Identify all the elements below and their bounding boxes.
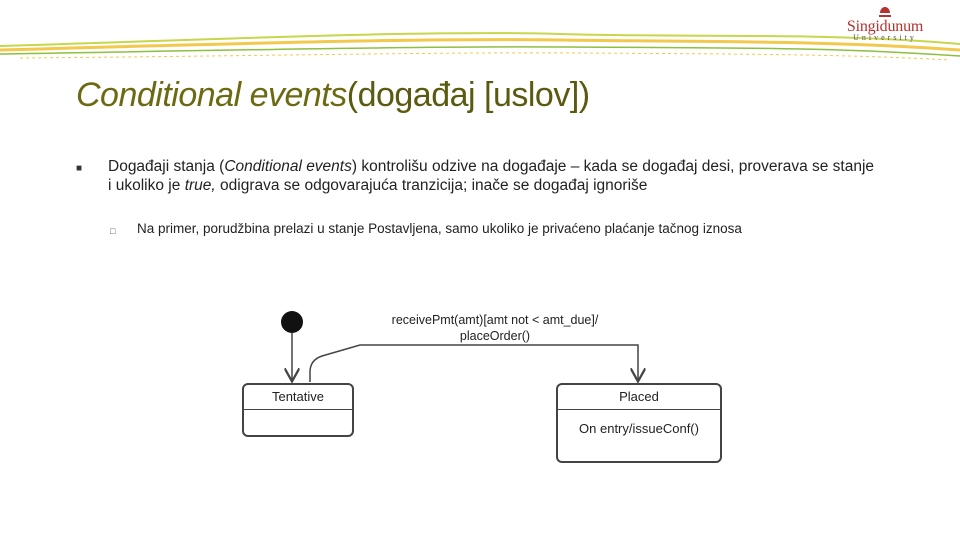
crest-icon: [878, 6, 892, 18]
hollow-square-bullet-icon: □: [110, 226, 116, 236]
logo-name: Singidunum: [846, 18, 924, 35]
bullet-level-2: [110, 220, 910, 238]
state-name: Tentative: [244, 385, 352, 410]
state-tentative[interactable]: [242, 383, 354, 437]
title-italic: Conditional events: [76, 76, 347, 114]
initial-state-icon: [281, 311, 303, 333]
state-diagram: [230, 300, 740, 475]
title-rest: (događaj [uslov]): [346, 76, 590, 114]
transition-label: receivePmt(amt)[amt not < amt_due]/ placeOrder(): [350, 312, 640, 344]
transition-arrow: [310, 345, 638, 382]
bullet-level-1: [76, 157, 876, 195]
university-logo[interactable]: [840, 8, 930, 44]
logo-subtitle: University: [853, 33, 917, 42]
slide-title: [76, 76, 590, 115]
header-swoosh: [0, 0, 960, 80]
state-placed[interactable]: [556, 383, 722, 463]
state-name: Placed: [558, 385, 720, 410]
bullet-text: Događaji stanja (Conditional events) kontrolišu odzive na događaje – kada se događaj desi, proverava se stanje i ukoliko je true, odigrava se odgovarajuća tranzicija; inače se događaj ignoriše: [108, 158, 875, 194]
sub-bullet-text: Na primer, porudžbina prelazi u stanje Postavljena, samo ukoliko je privaćeno plaćanje tačnog iznosa: [137, 221, 742, 236]
state-activity: On entry/issueConf(): [579, 421, 699, 436]
square-bullet-icon: ■: [76, 163, 83, 174]
